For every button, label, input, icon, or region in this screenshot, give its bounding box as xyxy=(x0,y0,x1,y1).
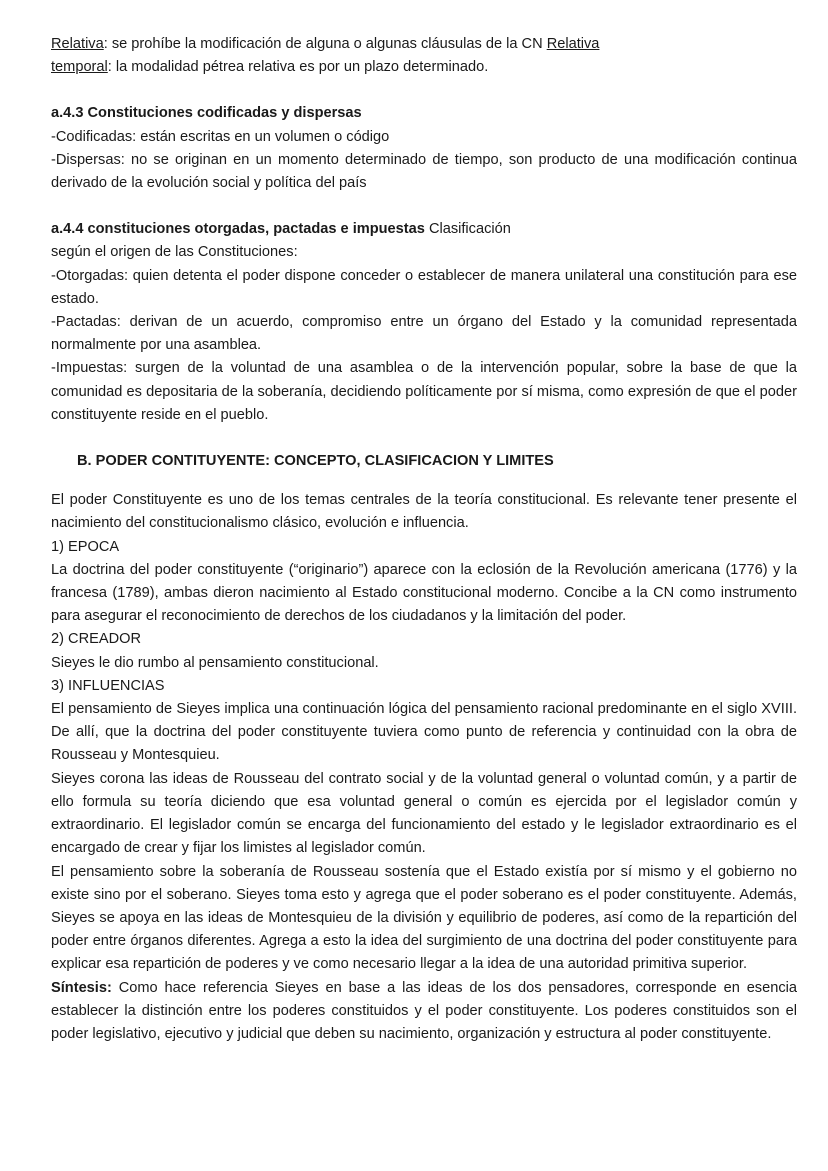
a44-subline: según el origen de las Constituciones: xyxy=(51,244,298,261)
relativa-line xyxy=(51,33,797,56)
a44-otorgadas: -Otorgadas: quien detenta el poder dispone conceder o establecer de manera unilateral una constitución para ese estado. xyxy=(51,267,797,307)
a44-impuestas: -Impuestas: surgen de la voluntad de una asamblea o de la intervención popular, sobre la base de que la comunidad es depositaria de la soberanía, decidiendo políticamente por sí misma, como expresión de que el poder constituyente reside en el pueblo. xyxy=(51,360,797,423)
creador-text: Sieyes le dio rumbo al pensamiento constitucional. xyxy=(51,654,379,671)
epoca-text: La doctrina del poder constituyente (“originario”) aparece con la eclosión de la Revolución americana (1776) y la francesa (1789), ambas dieron nacimiento al Estado constitucional moderno. Concibe a la CN como instrumento para asegurar el reconocimiento de derechos de los ciudadanos y la limitación del poder. xyxy=(51,561,797,625)
a43-codificadas: -Codificadas: están escritas en un volumen o código xyxy=(51,128,390,145)
sintesis-label: Síntesis: xyxy=(51,979,112,996)
a44-pactadas: -Pactadas: derivan de un acuerdo, compromiso entre un órgano del Estado y la comunidad representada normalmente por una asamblea. xyxy=(51,314,797,354)
relativa-term: Relativa xyxy=(51,36,104,52)
influencias-p2: Sieyes corona las ideas de Rousseau del contrato social y de la voluntad general o voluntad común, y a partir de ello formula su teoría diciendo que esa voluntad general o común es ejercida por el legislador común y extraordinario. El legislador común se encarga del funcionamiento del estado y le legislador extraordinario es el encargado de crear y fijar los limistes al legislador común. xyxy=(51,770,797,857)
temporal-line xyxy=(51,56,797,79)
creador-label: 2) CREADOR xyxy=(51,631,142,648)
influencias-p1: El pensamiento de Sieyes implica una continuación lógica del pensamiento racional predominante en el siglo XVIII. De allí, que la doctrina del poder constituyente tuviera como punto de referencia y continuidad con la obra de Rousseau y Montesquieu. xyxy=(51,701,797,764)
sintesis-text: Como hace referencia Sieyes en base a las ideas de los dos pensadores, corresponde en esencia establecer la distinción entre los poderes constituidos y el poder constituyente. Los poderes constituidos son el poder legislativo, ejecutivo y judicial que deben su nacimiento, organización y estructura al poder constituyente. xyxy=(51,979,797,1042)
influencias-label: 3) INFLUENCIAS xyxy=(51,677,165,694)
a43-dispersas: -Dispersas: no se originan en un momento determinado de tiempo, son producto de una modificación continua derivado de la evolución social y política del país xyxy=(51,151,797,192)
a43-heading: a.4.3 Constituciones codificadas y dispersas xyxy=(51,105,362,122)
epoca-label: 1) EPOCA xyxy=(51,538,120,555)
section-b-intro: El poder Constituyente es uno de los temas centrales de la teoría constitucional. Es relevante tener presente el nacimiento del constitucionalismo clásico, evolución e influencia. xyxy=(51,492,797,532)
sintesis-paragraph xyxy=(51,977,797,1047)
relativa-text: : se prohíbe la modificación de alguna o algunas cláusulas de la CN xyxy=(103,36,547,52)
a44-heading: a.4.4 constituciones otorgadas, pactadas e impuestas Clasificación xyxy=(51,221,511,238)
temporal-text: : la modalidad pétrea relativa es por un plazo determinado. xyxy=(107,59,489,76)
temporal-term: temporal xyxy=(51,59,108,76)
relativa-term-2: Relativa xyxy=(546,36,600,52)
influencias-p3: El pensamiento sobre la soberanía de Rousseau sostenía que el Estado existía por sí mismo y el gobierno no existe sino por el soberano. Sieyes toma esto y agrega que el poder soberano es el poder constituyente. Además, Sieyes se apoya en las ideas de Montesquieu de la división y equilibrio de poderes, así como de la repartición del poder entre órganos diferentes. Agrega a esto la idea del surgimiento de una doctrina del poder constituyente para explicar esa repartición de poderes y ve como necesario llegar a la idea de una autoridad primitiva superior. xyxy=(51,863,797,973)
section-b-heading: B. PODER CONTITUYENTE: CONCEPTO, CLASIFICACION Y LIMITES xyxy=(77,453,554,470)
document-page xyxy=(51,33,797,1046)
